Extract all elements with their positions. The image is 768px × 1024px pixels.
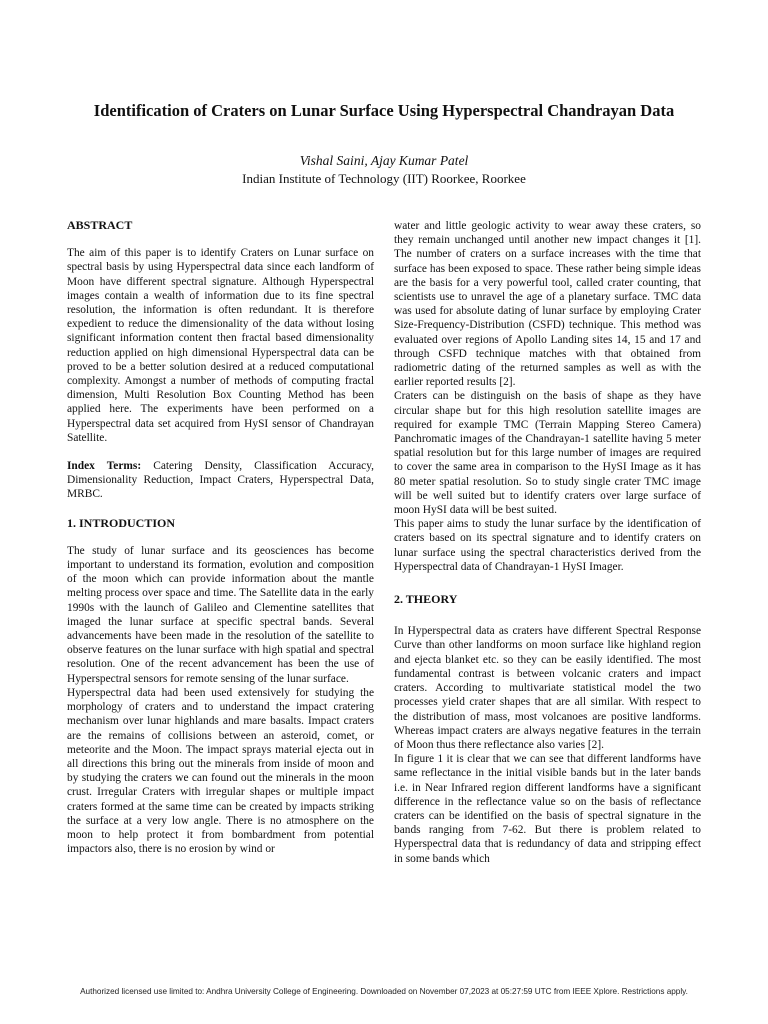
author-list: Vishal Saini, Ajay Kumar Patel: [299, 153, 469, 168]
intro-paragraph-1: The study of lunar surface and its geosciences has become important to understand its formation, evolution and composition of the moon which can provide information about the mantle melting process over space and time. The Satellite data in the early 1990s with the launch of Galileo and Clementine satellites that imaged the lunar surface at specific spectral bands. Several advancements have been made in the resolution of the satellite to observe features on the lunar surface with high spatial and spectral resolution. One of the recent advancement has been the use of Hyperspectral sensors for remote sensing of the lunar surface.: [67, 544, 374, 685]
paper-title: Identification of Craters on Lunar Surface Using Hyperspectral Chandrayan Data: [93, 101, 675, 120]
license-footer: Authorized licensed use limited to: Andhra University College of Engineering. Downloaded on November 07,2023 at 05:27:59 UTC from IEEE Xplore. Restrictions apply.: [80, 987, 688, 996]
intro-paragraph-3: water and little geologic activity to wear away these craters, so they remain unchanged until another new impact changes it [1]. The number of craters on a surface increases with the time that surface has been exposed to space. These rather being simple ideas are the basis for a very powerful tool, called crater counting, that scientists use to unravel the age of a planetary surface. TMC data was used for absolute dating of lunar surface by employing Crater Size-Frequency-Distribution (CSFD) technique. This method was evaluated over regions of Apollo Landing sites 14, 15 and 17 and through CSFD technique matches with that obtained from radiometric dating of the returned samples as well as with the earlier reported results [2].: [394, 220, 701, 389]
abstract-text: The aim of this paper is to identify Craters on Lunar surface on spectral basis by using Hyperspectral data since each landform of Moon have different spectral signature. Although Hyperspectral images contain a wealth of information due to its fine spectral resolution, the information is often redundant. It is therefore expedient to reduce the dimensionality of the data without losing significant information content then fractal based dimensionality reduction applied on high dimensional Hyperspectral data can be proved to be a better solution desired at a reduced computational complexity. Amongst a number of methods of computing fractal dimension, Multi Resolution Box Counting Method has been applied here. The experiments have been performed on a Hyperspectral data set acquired from HySI sensor of Chandrayan Satellite.: [67, 247, 374, 444]
theory-heading: 2. THEORY: [394, 592, 458, 607]
introduction-heading: 1. INTRODUCTION: [67, 515, 176, 530]
intro-paragraph-2: Hyperspectral data had been used extensively for studying the morphology of craters and to understand the impact cratering mechanism over lunar highlands and mare basalts. Impact craters are the remains of collisions between an asteroid, comet, or meteorite and the Moon. The impact sprays material ejecta out in all directions this bring out the minerals from inside of moon and by studying the craters we can found out the minerals in the moon crust. Irregular Craters with irregular shapes or multiple impact craters formed at the same time can be created by impacts striking the surface at a very low angle. There is no atmosphere on the moon to help protect it from bombardment from potential impactors also, there is no erosion by wind or: [67, 686, 374, 856]
index-terms-text: Catering Density, Classification Accuracy, Dimensionality Reduction, Impact Craters, Hyperspectral Data, MRBC.: [67, 460, 375, 501]
theory-paragraph-2: In figure 1 it is clear that we can see that different landforms have same reflectance in the initial visible bands but in the later bands i.e. in Near Infrared region different landforms have a significant difference in the reflectance value so on the basis of reflectance craters can be identified on the basis of spectral signature in the bands ranging from 7-62. But there is problem related to Hyperspectral data that is redundancy of data and stripping effect in some bands which: [394, 753, 701, 865]
theory-paragraph-1: In Hyperspectral data as craters have different Spectral Response Curve than other landforms on moon surface like highland region and ejecta blanket etc. so they can be easily identified. The most fundamental contrast is between volcanic craters and impact craters. According to multivariate statistical model the two processes yield crater shapes that are all similar. With respect to the distribution of mass, most volcanoes are positive landforms. Whereas impact craters are always negative features in the terrain of Moon thus there reflectance also varies [2].: [394, 625, 701, 751]
right-column: [394, 219, 701, 866]
index-terms-label: Index Terms:: [67, 460, 142, 473]
abstract-heading: ABSTRACT: [67, 218, 133, 232]
left-column: [67, 218, 374, 856]
intro-paragraph-5: This paper aims to study the lunar surface by the identification of craters based on its spectral signature and to identify craters on lunar surface using the spectral characteristics derived from the Hyperspectral data of Chandrayan-1 HySI Imager.: [394, 518, 701, 573]
affiliation: Indian Institute of Technology (IIT) Roorkee, Roorkee: [242, 171, 526, 186]
index-terms: [67, 459, 374, 502]
intro-paragraph-4: Craters can be distinguish on the basis of shape as they have circular shape but for this high resolution satellite images are required for example TMC (Terrain Mapping Stereo Camera) Panchromatic images of the Chandrayan-1 satellite having 5 meter spatial resolution but for this large number of images are required to cover the same area in comparison to the HySI Image as it has 80 meter spatial resolution. So to study single crater TMC image will be well suited but to identify craters over large surface of moon HySI data will be best suited.: [394, 390, 701, 517]
